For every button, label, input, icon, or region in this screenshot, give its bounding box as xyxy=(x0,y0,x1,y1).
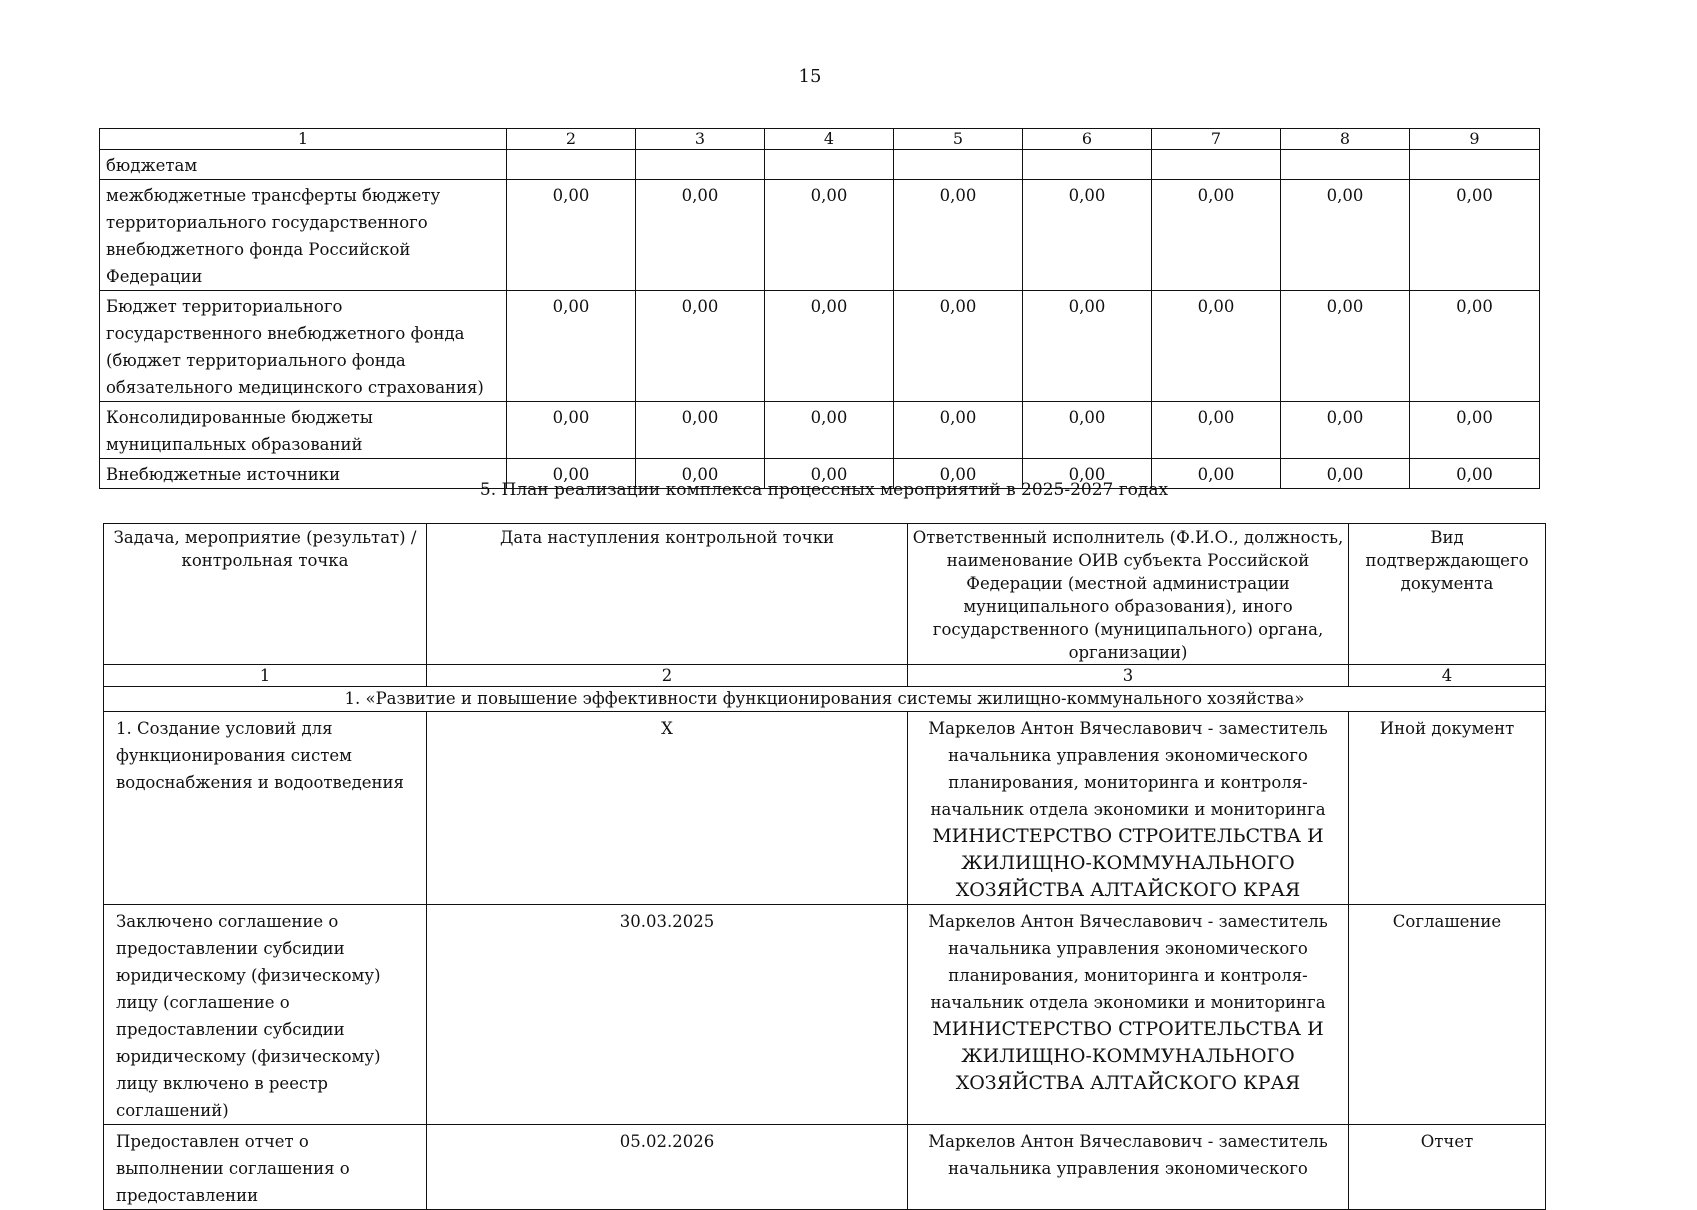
header-document: Вид подтверждающего документа xyxy=(1349,524,1546,665)
row-value: 0,00 xyxy=(1023,180,1152,291)
responsible-person: Маркелов Антон Вячеславович - заместитель начальника управления экономического планирования, мониторинга и контроля-начальник отдела экономики и мониторинга xyxy=(928,912,1328,1012)
responsible-cell xyxy=(908,905,1349,1125)
row-name: Консолидированные бюджеты муниципальных образований xyxy=(100,402,507,459)
responsible-organization: МИНИСТЕРСТВО СТРОИТЕЛЬСТВА И ЖИЛИЩНО-КОММУНАЛЬНОГО ХОЗЯЙСТВА АЛТАЙСКОГО КРАЯ xyxy=(932,825,1324,901)
header-responsible: Ответственный исполнитель (Ф.И.О., должность, наименование ОИВ субъекта Российской Федерации (местной администрации муниципального образования), иного государственного (муниципального) органа, организации) xyxy=(908,524,1349,665)
row-value xyxy=(765,150,894,180)
column-number: 5 xyxy=(894,129,1023,150)
group-row xyxy=(104,687,1546,712)
row-value: 0,00 xyxy=(894,459,1023,489)
row-value xyxy=(1281,150,1410,180)
row-value: 0,00 xyxy=(1152,291,1281,402)
column-number: 4 xyxy=(765,129,894,150)
row-value: 0,00 xyxy=(894,180,1023,291)
table-row xyxy=(100,180,1540,291)
responsible-person: Маркелов Антон Вячеславович - заместитель начальника управления экономического планирования, мониторинга и контроля-начальник отдела экономики и мониторинга xyxy=(928,719,1328,819)
row-value: 0,00 xyxy=(894,402,1023,459)
row-value: 0,00 xyxy=(1023,402,1152,459)
column-number: 1 xyxy=(100,129,507,150)
table-row xyxy=(104,905,1546,1125)
row-value: 0,00 xyxy=(636,180,765,291)
row-value: 0,00 xyxy=(507,459,636,489)
row-value: 0,00 xyxy=(1410,291,1540,402)
header-task: Задача, мероприятие (результат) / контрольная точка xyxy=(104,524,427,665)
row-value: 0,00 xyxy=(636,459,765,489)
responsible-person: Маркелов Антон Вячеславович - заместитель начальника управления экономического xyxy=(928,1132,1328,1178)
row-value: 0,00 xyxy=(1281,402,1410,459)
task-cell: Предоставлен отчет о выполнении соглашения о предоставлении xyxy=(104,1125,427,1210)
row-name: Бюджет территориального государственного внебюджетного фонда (бюджет территориального фонда обязательного медицинского страхования) xyxy=(100,291,507,402)
column-number: 3 xyxy=(908,665,1349,687)
date-cell: Х xyxy=(427,712,908,905)
plan-header-row xyxy=(104,524,1546,665)
row-value xyxy=(1152,150,1281,180)
column-number: 1 xyxy=(104,665,427,687)
row-value: 0,00 xyxy=(507,291,636,402)
column-number: 9 xyxy=(1410,129,1540,150)
row-name: межбюджетные трансферты бюджету территориального государственного внебюджетного фонда Российской Федерации xyxy=(100,180,507,291)
row-value: 0,00 xyxy=(636,291,765,402)
row-value: 0,00 xyxy=(765,180,894,291)
row-value: 0,00 xyxy=(1281,291,1410,402)
row-value: 0,00 xyxy=(1152,402,1281,459)
row-value: 0,00 xyxy=(1281,180,1410,291)
column-number: 7 xyxy=(1152,129,1281,150)
responsible-cell xyxy=(908,1125,1349,1210)
row-value: 0,00 xyxy=(1281,459,1410,489)
column-number: 4 xyxy=(1349,665,1546,687)
document-cell: Иной документ xyxy=(1349,712,1546,905)
row-value xyxy=(636,150,765,180)
table-row xyxy=(100,402,1540,459)
column-number: 6 xyxy=(1023,129,1152,150)
row-value: 0,00 xyxy=(507,180,636,291)
responsible-organization: МИНИСТЕРСТВО СТРОИТЕЛЬСТВА И ЖИЛИЩНО-КОММУНАЛЬНОГО ХОЗЯЙСТВА АЛТАЙСКОГО КРАЯ xyxy=(932,1018,1324,1094)
date-cell: 30.03.2025 xyxy=(427,905,908,1125)
row-value xyxy=(1410,150,1540,180)
table-row xyxy=(104,1125,1546,1210)
task-cell: 1. Создание условий для функционирования систем водоснабжения и водоотведения xyxy=(104,712,427,905)
row-value: 0,00 xyxy=(765,459,894,489)
task-cell: Заключено соглашение о предоставлении субсидии юридическому (физическому) лицу (соглашение о предоставлении субсидии юридическому (физическому) лицу включено в реестр соглашений) xyxy=(104,905,427,1125)
row-value xyxy=(1023,150,1152,180)
table-row xyxy=(100,291,1540,402)
responsible-cell xyxy=(908,712,1349,905)
column-number: 2 xyxy=(427,665,908,687)
table-row xyxy=(100,150,1540,180)
row-value: 0,00 xyxy=(1410,180,1540,291)
row-value: 0,00 xyxy=(1410,459,1540,489)
funding-header-row xyxy=(100,129,1540,150)
row-value: 0,00 xyxy=(1023,459,1152,489)
row-value: 0,00 xyxy=(765,291,894,402)
column-number: 3 xyxy=(636,129,765,150)
row-name: бюджетам xyxy=(100,150,507,180)
funding-table xyxy=(99,128,1540,489)
row-value: 0,00 xyxy=(636,402,765,459)
document-cell: Соглашение xyxy=(1349,905,1546,1125)
row-value: 0,00 xyxy=(1023,291,1152,402)
column-number: 8 xyxy=(1281,129,1410,150)
row-value xyxy=(507,150,636,180)
column-number: 2 xyxy=(507,129,636,150)
row-value: 0,00 xyxy=(1410,402,1540,459)
row-value: 0,00 xyxy=(765,402,894,459)
header-date: Дата наступления контрольной точки xyxy=(427,524,908,665)
row-value: 0,00 xyxy=(1152,180,1281,291)
row-value: 0,00 xyxy=(507,402,636,459)
row-value xyxy=(894,150,1023,180)
plan-number-row xyxy=(104,665,1546,687)
plan-table xyxy=(103,523,1546,1210)
date-cell: 05.02.2026 xyxy=(427,1125,908,1210)
page-number: 15 xyxy=(798,66,822,87)
section-title: 5. План реализации комплекса процессных мероприятий в 2025-2027 годах xyxy=(479,480,1169,500)
row-value: 0,00 xyxy=(894,291,1023,402)
row-name: Внебюджетные источники xyxy=(100,459,507,489)
group-title: 1. «Развитие и повышение эффективности функционирования системы жилищно-коммунального хозяйства» xyxy=(104,687,1546,712)
table-row xyxy=(104,712,1546,905)
document-cell: Отчет xyxy=(1349,1125,1546,1210)
row-value: 0,00 xyxy=(1152,459,1281,489)
